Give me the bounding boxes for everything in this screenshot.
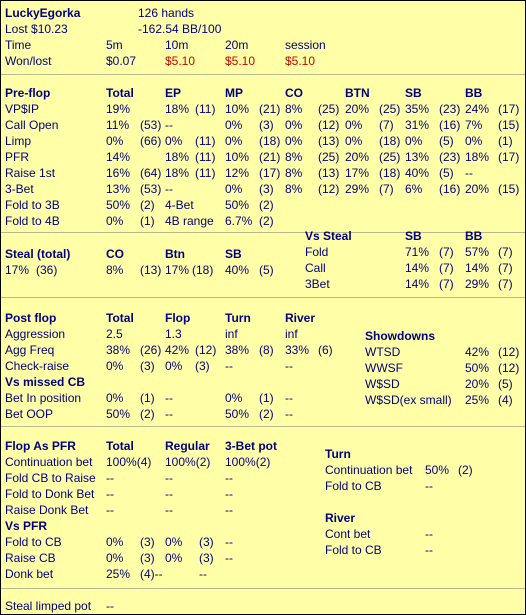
won-value-2: $5.10 [225,54,256,68]
vs-steal-row-label: 3Bet [305,277,330,291]
missed-cb-value: 50% [225,407,250,421]
preflop-value: 35% [405,102,430,116]
vs-steal-count: (7) [498,261,513,275]
preflop-value: 10% [225,102,250,116]
preflop-count: (5) [439,134,454,148]
preflop-count: (53) [140,182,162,196]
steal-value: 8% [106,263,124,277]
preflop-value: 31% [405,118,430,132]
divider [1,588,525,589]
preflop-value: 12% [225,166,250,180]
preflop-value: 40% [405,166,430,180]
preflop-count: (21) [259,102,281,116]
preflop-value: 18% [465,150,490,164]
showdown-label: WWSF [365,361,403,375]
missed-cb-value: -- [285,407,293,421]
river-value: -- [425,527,433,541]
postflop-value: 2.5 [106,327,123,341]
vs-pfr-regular-count: (3) [199,551,214,565]
vs-pfr-threebet: -- [225,535,233,549]
steal-col-header: SB [225,247,242,261]
preflop-count: (11) [195,102,216,116]
preflop-value: 19% [106,102,131,116]
flop-pfr-value: 100%(2) [165,455,211,469]
fold3b-value: 50% [106,198,131,212]
preflop-count: (64) [140,166,162,180]
missed-cb-row-label: Bet In position [5,391,82,405]
postflop-count: (26) [140,343,162,357]
flop-pfr-value: -- [225,503,233,517]
time-col-3: session [285,38,326,52]
preflop-value: 8% [285,166,303,180]
preflop-value: 13% [405,150,430,164]
preflop-row-label: VP$IP [5,102,40,116]
flop-pfr-row-label: Fold CB to Raise [5,471,96,485]
vs-pfr-regular: 0% [165,551,183,565]
preflop-value: 16% [106,166,131,180]
steal-total-count: (36) [36,263,58,277]
vs-pfr-regular-count: (3) [199,535,214,549]
vs-steal-title: Vs Steal [305,229,352,243]
postflop-value: 33% [285,343,310,357]
preflop-value: 8% [285,182,303,196]
won-value-1: $5.10 [165,54,196,68]
preflop-count: (25) [379,102,401,116]
postflop-count: (3) [140,359,155,373]
postflop-count: (6) [318,343,333,357]
showdown-label: WTSD [365,345,401,359]
flop-pfr-value: -- [106,471,114,485]
fold3b-count: (2) [140,198,155,212]
preflop-value: 8% [285,102,303,116]
preflop-value: 24% [465,102,490,116]
preflop-col-header: BTN [345,86,370,100]
showdown-value: 50% [465,361,490,375]
preflop-count: (1) [498,134,513,148]
preflop-count: (17) [498,102,520,116]
preflop-col-header: Total [106,86,134,100]
result-text: Lost $10.23 [5,22,68,36]
preflop-count: (66) [140,134,162,148]
fold4b-value: 0% [106,214,124,228]
missed-cb-row-label: Bet OOP [5,407,54,421]
preflop-value: 6% [405,182,423,196]
vs-pfr-regular: 0% [165,535,183,549]
vs-pfr-total-count: (3) [140,551,155,565]
vs-steal-col-header: BB [465,229,483,243]
showdown-count: (12) [498,345,520,359]
turn-title: Turn [325,447,351,461]
won-value-0: $0.07 [106,54,137,68]
preflop-value: 0% [225,182,243,196]
preflop-count: (3) [259,118,274,132]
showdown-count: (4) [498,393,513,407]
preflop-count: (11) [195,134,216,148]
postflop-value: 38% [106,343,131,357]
preflop-count: (7) [379,118,394,132]
preflop-value: 7% [465,118,483,132]
turn-count: (2) [458,463,473,477]
donk-bet-count: (4)-- [140,567,163,581]
vs-steal-value: 57% [465,245,490,259]
preflop-value: 0% [285,134,303,148]
preflop-count: (25) [379,150,401,164]
missed-cb-count: (1) [140,391,155,405]
steal-value: 17% [165,263,190,277]
preflop-value: 18% [165,102,190,116]
preflop-count: (16) [439,182,461,196]
showdown-value: 42% [465,345,490,359]
missed-cb-count: (2) [140,407,155,421]
river-title: River [325,511,356,525]
divider [1,297,525,298]
vs-pfr-total: 0% [106,551,124,565]
preflop-count: (23) [439,150,461,164]
vs-steal-col-header: SB [405,229,422,243]
flop-pfr-value: -- [106,487,114,501]
vs-steal-row-label: Fold [305,245,329,259]
steal-total: 17% [5,263,30,277]
flop-pfr-row-label: Continuation bet [5,455,93,469]
missed-cb-count: (2) [259,407,274,421]
preflop-count: (3) [259,182,274,196]
missed-cb-value: 0% [225,391,243,405]
divider [1,426,525,427]
vs-pfr-title: Vs PFR [5,519,48,533]
steal-col-header: Btn [165,247,185,261]
time-col-1: 10m [165,38,189,52]
preflop-count: (23) [439,102,461,116]
preflop-count: (15) [498,118,520,132]
vs-steal-row-label: Call [305,261,326,275]
preflop-count: (25) [318,102,340,116]
donk-bet-threebet: -- [199,567,207,581]
preflop-value: 0% [405,134,423,148]
showdowns-title: Showdowns [365,329,435,343]
preflop-value: 0% [165,134,183,148]
turn-row-label: Fold to CB [325,479,382,493]
preflop-col-header: EP [165,86,182,100]
divider [1,232,525,233]
preflop-count: (21) [259,150,281,164]
preflop-count: (7) [379,182,394,196]
flop-pfr-value: -- [106,503,114,517]
preflop-value: 20% [345,102,370,116]
donk-bet-value: 25% [106,567,131,581]
showdown-value: 25% [465,393,490,407]
postflop-row-label: Check-raise [5,359,70,373]
postflop-value: 42% [165,343,190,357]
preflop-value: 14% [106,150,131,164]
range-label: 4B range [165,214,214,228]
preflop-value: 18% [165,166,190,180]
won-value-3: $5.10 [285,54,316,68]
preflop-count: (13) [318,166,340,180]
flop-pfr-value: -- [165,471,173,485]
flop-pfr-value: 100%(2) [225,455,271,469]
preflop-count: (18) [379,134,401,148]
postflop-value: inf [285,327,298,341]
flop-pfr-row-label: Fold to Donk Bet [5,487,95,501]
showdown-count: (5) [498,377,513,391]
preflop-count: (11) [195,150,216,164]
preflop-count: (12) [318,118,340,132]
won-label: Won/lost [5,54,52,68]
preflop-row-label: Limp [5,134,32,148]
vs-steal-value: 14% [465,261,490,275]
postflop-value: inf [225,327,238,341]
vs-steal-value: 71% [405,245,430,259]
preflop-value: 11% [106,118,130,132]
preflop-count: (11) [195,166,216,180]
preflop-count: (53) [140,118,162,132]
flop-pfr-title: Flop As PFR [5,439,76,453]
postflop-value: 0% [106,359,124,373]
vs-pfr-row-label: Fold to CB [5,535,62,549]
postflop-count: (8) [259,343,274,357]
fourbet-count: (2) [259,198,274,212]
donk-bet-label: Donk bet [5,567,54,581]
steal-limped-label: Steal limped pot [5,599,92,613]
preflop-count: (17) [498,150,520,164]
postflop-value: -- [225,359,233,373]
preflop-value: 0% [225,134,243,148]
preflop-count: (25) [318,150,340,164]
player-name: LuckyEgorka [5,6,81,20]
missed-cb-value: 50% [106,407,131,421]
postflop-count: (3) [195,359,210,373]
flop-pfr-col-header: Regular [165,439,210,453]
showdown-label: W$SD(ex small) [365,393,452,407]
flop-pfr-row-label: Raise Donk Bet [5,503,89,517]
flop-pfr-value: -- [225,487,233,501]
steal-value: 40% [225,263,250,277]
preflop-title: Pre-flop [5,86,51,100]
fold3b-label: Fold to 3B [5,198,60,212]
preflop-value: 0% [345,134,363,148]
preflop-count: (15) [498,182,520,196]
time-col-0: 5m [106,38,123,52]
flop-pfr-col-header: 3-Bet pot [225,439,277,453]
showdown-count: (12) [498,361,520,375]
flop-pfr-col-header: Total [106,439,134,453]
preflop-row-label: Raise 1st [5,166,56,180]
postflop-value: 1.3 [165,327,182,341]
steal-col-header: CO [106,247,124,261]
preflop-value: 0% [225,118,243,132]
preflop-value: 0% [465,134,483,148]
preflop-count: (18) [259,134,281,148]
missed-cb-value: -- [285,391,293,405]
postflop-value: 38% [225,343,250,357]
time-label: Time [5,38,32,52]
preflop-col-header: SB [405,86,422,100]
vs-steal-count: (7) [498,245,513,259]
preflop-value: -- [165,118,173,132]
postflop-col-header: Total [106,311,134,325]
vs-steal-count: (7) [439,277,454,291]
preflop-value: 0% [345,118,363,132]
missed-cb-count: (1) [259,391,274,405]
steal-count: (18) [192,263,214,277]
preflop-col-header: BB [465,86,483,100]
preflop-row-label: 3-Bet [5,182,34,196]
missed-cb-value: -- [165,407,173,421]
missed-cb-value: -- [165,391,173,405]
fold4b-label: Fold to 4B [5,214,60,228]
postflop-row-label: Agg Freq [5,343,55,357]
vs-steal-value: 14% [405,261,430,275]
postflop-row-label: Aggression [5,327,66,341]
preflop-value: -- [165,182,173,196]
vs-pfr-total-count: (3) [140,535,155,549]
missed-cb-value: 0% [106,391,124,405]
flop-pfr-value: -- [225,471,233,485]
hands-count: 126 hands [138,6,195,20]
steal-limped-value: -- [106,599,114,613]
preflop-value: 17% [345,166,370,180]
vs-pfr-total: 0% [106,535,124,549]
postflop-value: -- [285,359,293,373]
preflop-value: 8% [285,150,303,164]
preflop-row-label: PFR [5,150,29,164]
vs-steal-count: (7) [498,277,513,291]
missed-cb-title: Vs missed CB [5,375,86,389]
fourbet-value: 50% [225,198,250,212]
preflop-count: (16) [439,118,461,132]
preflop-count: (13) [318,134,340,148]
preflop-count: (17) [259,166,281,180]
range-count: (2) [259,214,274,228]
preflop-value: 18% [165,150,190,164]
vs-steal-count: (7) [439,245,454,259]
preflop-col-header: CO [285,86,303,100]
fourbet-label: 4-Bet [165,198,194,212]
preflop-count: (5) [439,166,454,180]
preflop-value: 20% [345,150,370,164]
vs-pfr-row-label: Raise CB [5,551,56,565]
fold4b-count: (1) [140,214,155,228]
preflop-value: 10% [225,150,250,164]
postflop-col-header: River [285,311,316,325]
preflop-value: -- [465,166,473,180]
showdown-label: W$SD [365,377,400,391]
flop-pfr-value: 100%(4) [106,455,152,469]
river-value: -- [425,543,433,557]
postflop-count: (12) [195,343,217,357]
vs-steal-value: 14% [405,277,430,291]
turn-value: -- [425,479,433,493]
time-col-2: 20m [225,38,249,52]
preflop-row-label: Call Open [5,118,59,132]
divider [1,74,525,75]
steal-count: (5) [259,263,274,277]
preflop-count: (12) [318,182,340,196]
turn-value: 50% [425,463,450,477]
flop-pfr-value: -- [165,487,173,501]
preflop-value: 0% [106,134,124,148]
postflop-value: 0% [165,359,183,373]
postflop-title: Post flop [5,311,57,325]
river-row-label: Fold to CB [325,543,382,557]
flop-pfr-value: -- [165,503,173,517]
vs-steal-value: 29% [465,277,490,291]
turn-row-label: Continuation bet [325,463,413,477]
range-value: 6.7% [225,214,253,228]
vs-steal-count: (7) [439,261,454,275]
postflop-col-header: Flop [165,311,191,325]
steal-count: (13) [140,263,162,277]
preflop-value: 13% [106,182,131,196]
preflop-count: (18) [379,166,401,180]
preflop-value: 20% [465,182,490,196]
preflop-col-header: MP [225,86,243,100]
preflop-value: 29% [345,182,370,196]
preflop-value: 0% [285,118,303,132]
steal-title: Steal (total) [5,247,71,261]
river-row-label: Cont bet [325,527,371,541]
bb100-text: -162.54 BB/100 [138,22,222,36]
showdown-value: 20% [465,377,490,391]
postflop-col-header: Turn [225,311,251,325]
vs-pfr-threebet: -- [225,551,233,565]
